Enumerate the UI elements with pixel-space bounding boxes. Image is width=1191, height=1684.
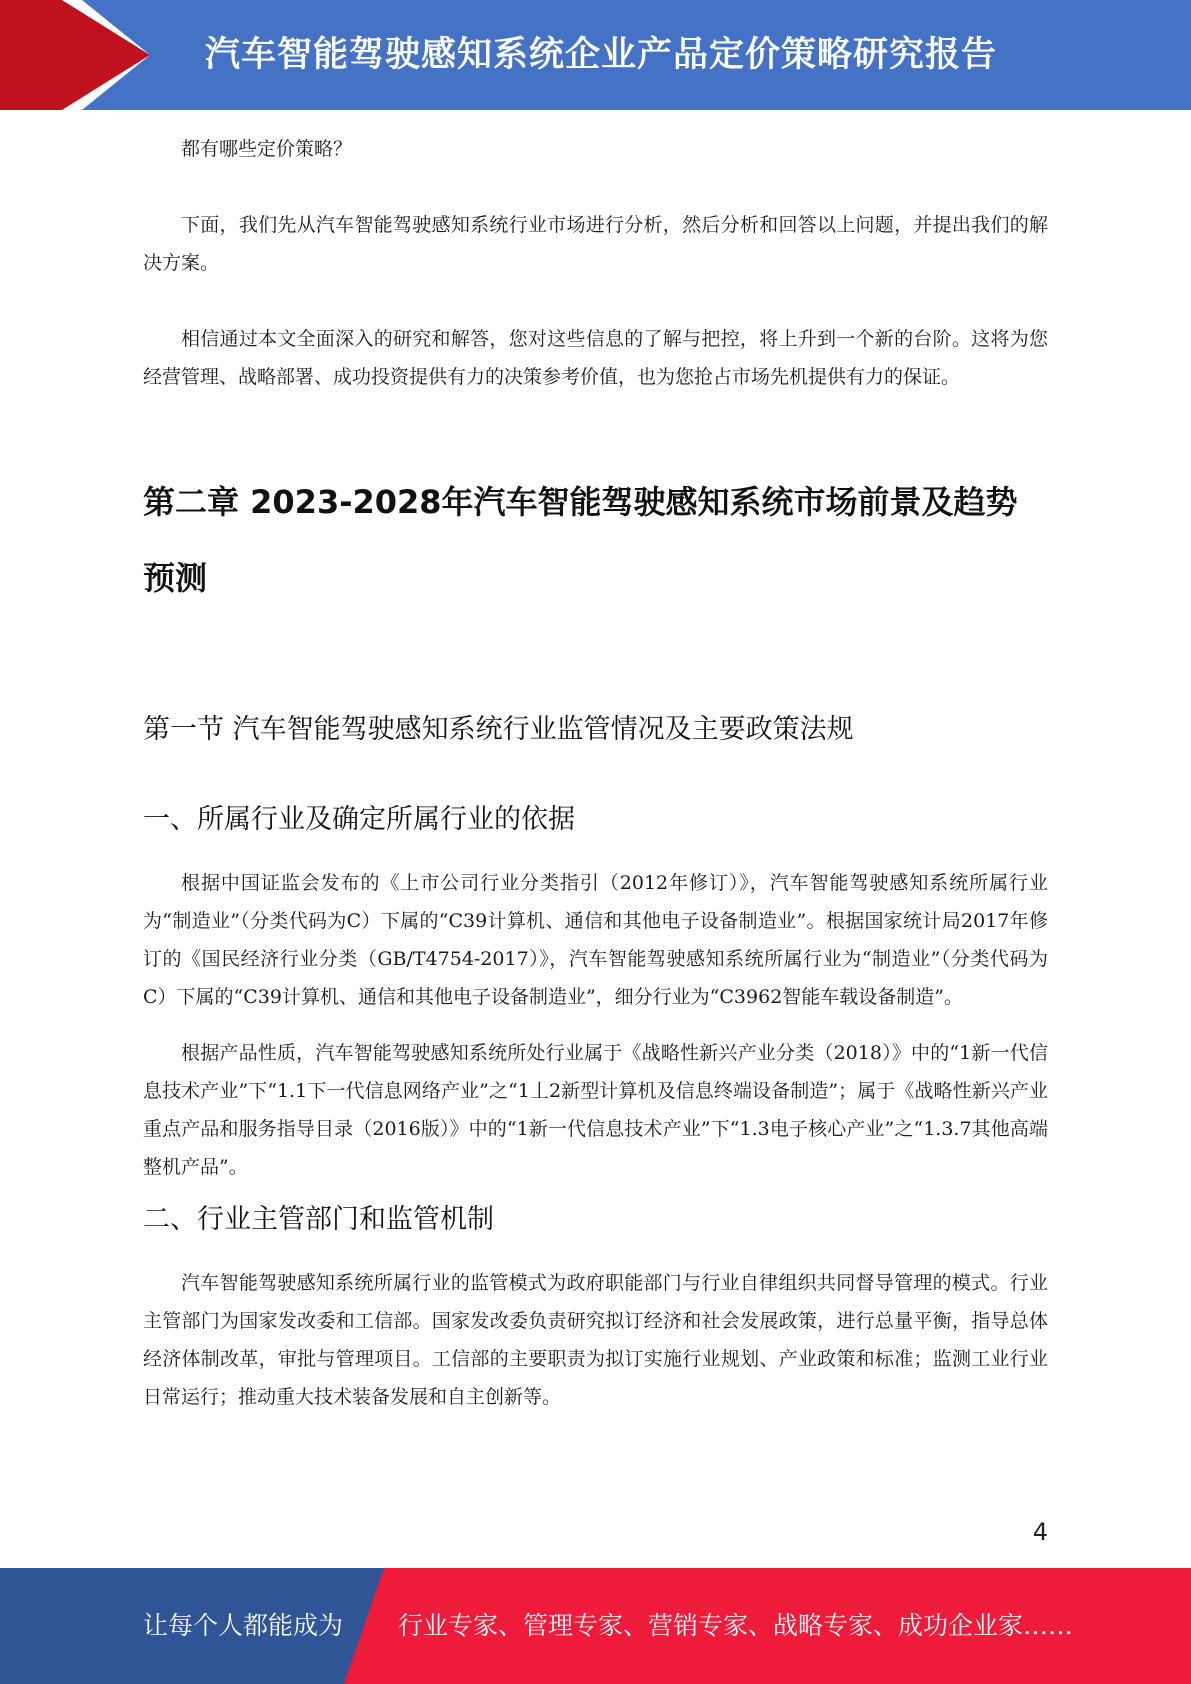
footer-slogan-right: 行业专家、管理专家、营销专家、战略专家、成功企业家…… xyxy=(398,1611,1074,1640)
intro-paragraph-2: 下面，我们先从汽车智能驾驶感知系统行业市场进行分析，然后分析和回答以上问题，并提出我们的解决方案。 xyxy=(143,214,1048,274)
page-footer xyxy=(0,1568,1191,1684)
subsection-heading-1: 一、所属行业及确定所属行业的依据 xyxy=(143,804,575,835)
intro-paragraph-1: 都有哪些定价策略？ xyxy=(181,138,353,160)
footer-slogan-left: 让每个人都能成为 xyxy=(143,1611,344,1640)
page-header xyxy=(0,0,1191,110)
section-heading: 第一节 汽车智能驾驶感知系统行业监管情况及主要政策法规 xyxy=(143,714,854,745)
report-title: 汽车智能驾驶感知系统企业产品定价策略研究报告 xyxy=(205,35,998,75)
intro-paragraph-3: 相信通过本文全面深入的研究和解答，您对这些信息的了解与把控，将上升到一个新的台阶。这将为您经营管理、战略部署、成功投资提供有力的决策参考价值，也为您抢占市场先机提供有力的保证。 xyxy=(143,328,1048,388)
subsection-1-paragraph-2: 根据产品性质，汽车智能驾驶感知系统所处行业属于《战略性新兴产业分类（2018）》中的“1新一代信息技术产业”下“1.1下一代信息网络产业”之“1丄2新型计算机及信息终端设备制造”；属于《战略性新兴产业重点产品和服务指导目录（2016版）》中的“1新一代信息技术产业”下“1.3电子核心产业”之“1.3.7其他高端整机产品”。 xyxy=(143,1042,1048,1178)
subsection-2-paragraph-1: 汽车智能驾驶感知系统所属行业的监管模式为政府职能部门与行业自律组织共同督导管理的模式。行业主管部门为国家发改委和工信部。国家发改委负责研究拟订经济和社会发展政策，进行总量平衡，指导总体经济体制改革，审批与管理项目。工信部的主要职责为拟订实施行业规划、产业政策和标准；监测工业行业日常运行；推动重大技术装备发展和自主创新等。 xyxy=(143,1272,1048,1408)
subsection-heading-2: 二、行业主管部门和监管机制 xyxy=(143,1204,494,1235)
page-number: 4 xyxy=(1032,1518,1048,1546)
subsection-1-paragraph-1: 根据中国证监会发布的《上市公司行业分类指引（2012年修订）》，汽车智能驾驶感知系统所属行业为“制造业”（分类代码为C）下属的“C39计算机、通信和其他电子设备制造业”。根据国家统计局2017年修订的《国民经济行业分类（GB/T4754-2017）》，汽车智能驾驶感知系统所属行业为“制造业”（分类代码为C）下属的“C39计算机、通信和其他电子设备制造业”，细分行业为“C3962智能车载设备制造”。 xyxy=(143,872,1048,1008)
document-body xyxy=(143,130,1048,1416)
chapter-heading: 第二章 2023-2028年汽车智能驾驶感知系统市场前景及趋势预测 xyxy=(143,483,1018,597)
